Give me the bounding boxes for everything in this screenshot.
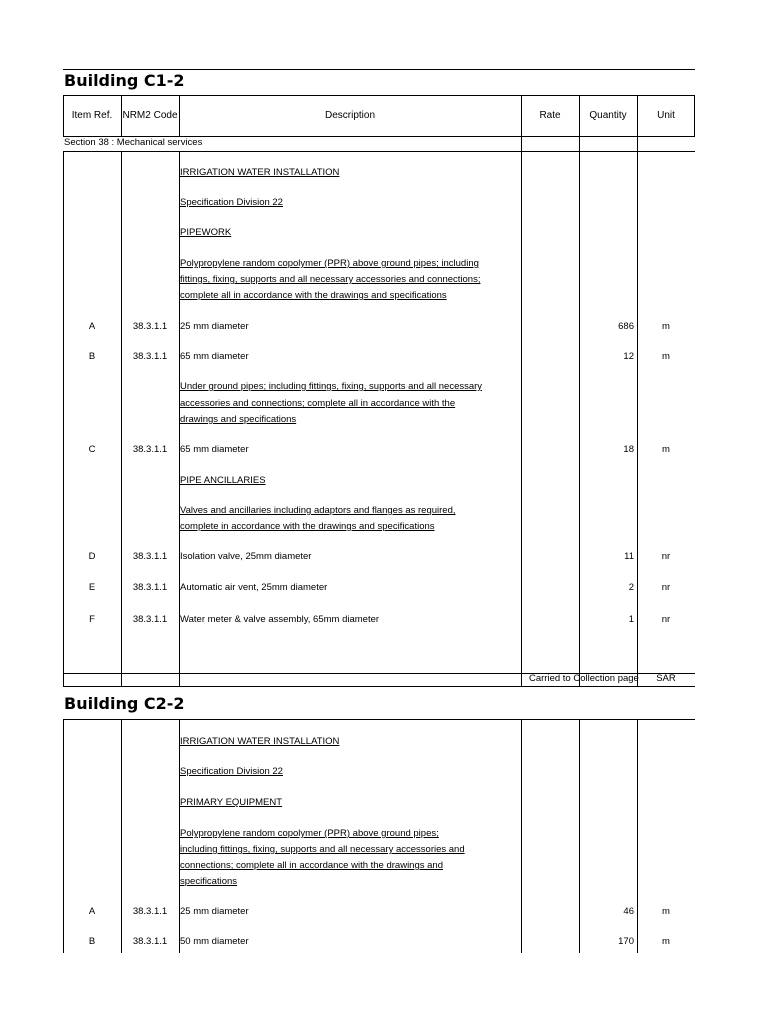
ppr-above-ground-line-2: including fittings, fixing, supports and all necessary accessories and [180, 844, 465, 855]
item-description: 25 mm diameter [180, 321, 249, 332]
heading-pipework: PIPEWORK [180, 227, 232, 238]
header-rate: Rate [539, 110, 561, 121]
item-unit: m [662, 321, 670, 332]
item-quantity: 2 [628, 582, 634, 593]
top-rule [63, 719, 695, 720]
item-description: Isolation valve, 25mm diameter [180, 551, 312, 562]
col-line-ref [121, 151, 122, 687]
building-title: Building C1-2 [64, 71, 185, 90]
col-line-qty [637, 95, 638, 687]
item-unit: m [662, 936, 670, 947]
nrm2-code: 38.3.1.1 [132, 936, 168, 947]
nrm2-code: 38.3.1.1 [132, 582, 168, 593]
item-quantity: 686 [618, 321, 634, 332]
header-description: Description [324, 110, 376, 121]
col-line-desc [521, 95, 522, 687]
nrm2-code: 38.3.1.1 [132, 614, 168, 625]
col-line-left [63, 151, 64, 687]
header-quantity: Quantity [589, 110, 627, 121]
nrm2-code: 38.3.1.1 [132, 351, 168, 362]
item-ref: B [88, 351, 96, 362]
ppr-above-ground-line-1: Polypropylene random copolymer (PPR) above ground pipes; [180, 828, 439, 839]
item-description: 25 mm diameter [180, 906, 249, 917]
ppr-above-ground-line-3: complete all in accordance with the drawings and specifications [180, 290, 447, 301]
nrm2-code: 38.3.1.1 [132, 444, 168, 455]
item-description: Water meter & valve assembly, 65mm diameter [180, 614, 380, 625]
item-unit: nr [661, 582, 671, 593]
item-ref: D [88, 551, 96, 562]
ppr-above-ground-line-4: specifications [180, 876, 238, 887]
item-quantity: 170 [618, 936, 634, 947]
item-description: Automatic air vent, 25mm diameter [180, 582, 328, 593]
header-top-rule [63, 95, 695, 96]
valves-line-2: complete in accordance with the drawings and specifications [180, 521, 435, 532]
under-ground-line-2: accessories and connections; complete all in accordance with the [180, 398, 456, 409]
item-quantity: 11 [624, 551, 634, 562]
item-quantity: 1 [628, 614, 634, 625]
carried-to-collection-label: Carried to Collection page [529, 673, 639, 684]
nrm2-code: 38.3.1.1 [132, 321, 168, 332]
item-ref: A [88, 321, 96, 332]
item-unit: m [662, 906, 670, 917]
item-ref: B [88, 936, 96, 947]
item-description: 65 mm diameter [180, 444, 249, 455]
heading-pipe-ancillaries: PIPE ANCILLARIES [180, 475, 266, 486]
heading-irrigation: IRRIGATION WATER INSTALLATION [180, 167, 340, 178]
col-line-desc [521, 719, 522, 953]
currency-label: SAR [656, 673, 676, 684]
nrm2-code: 38.3.1.1 [132, 551, 168, 562]
item-ref: E [88, 582, 96, 593]
ppr-above-ground-line-2: fittings, fixing, supports and all necessary accessories and connections; [180, 274, 481, 285]
col-line-rate [579, 95, 580, 687]
header-unit: Unit [657, 110, 675, 121]
nrm2-code: 38.3.1.1 [132, 906, 168, 917]
header-nrm2-code: NRM2 Code [122, 110, 178, 121]
under-ground-line-1: Under ground pipes; including fittings, fixing, supports and all necessary [180, 381, 483, 392]
ppr-above-ground-line-1: Polypropylene random copolymer (PPR) above ground pipes; including [180, 258, 479, 269]
heading-irrigation: IRRIGATION WATER INSTALLATION [180, 736, 340, 747]
item-quantity: 12 [623, 351, 634, 362]
item-description: 50 mm diameter [180, 936, 249, 947]
item-unit: m [662, 444, 670, 455]
item-ref: F [89, 614, 95, 625]
valves-line-1: Valves and ancillaries including adaptors and flanges as required, [180, 505, 456, 516]
item-ref: C [88, 444, 96, 455]
ppr-above-ground-line-3: connections; complete all in accordance with the drawings and [180, 860, 443, 871]
item-unit: nr [661, 614, 671, 625]
item-description: 65 mm diameter [180, 351, 249, 362]
heading-primary-equipment: PRIMARY EQUIPMENT [180, 797, 283, 808]
item-unit: nr [661, 551, 671, 562]
heading-specification: Specification Division 22 [180, 197, 283, 208]
heading-specification: Specification Division 22 [180, 766, 283, 777]
section-label: Section 38 : Mechanical services [64, 137, 203, 148]
item-ref: A [88, 906, 96, 917]
top-rule [63, 69, 695, 70]
building-title: Building C2-2 [64, 694, 185, 713]
item-quantity: 18 [623, 444, 634, 455]
item-quantity: 46 [623, 906, 634, 917]
under-ground-line-3: drawings and specifications [180, 414, 297, 425]
header-item-ref: Item Ref. [71, 110, 113, 121]
item-unit: m [662, 351, 670, 362]
